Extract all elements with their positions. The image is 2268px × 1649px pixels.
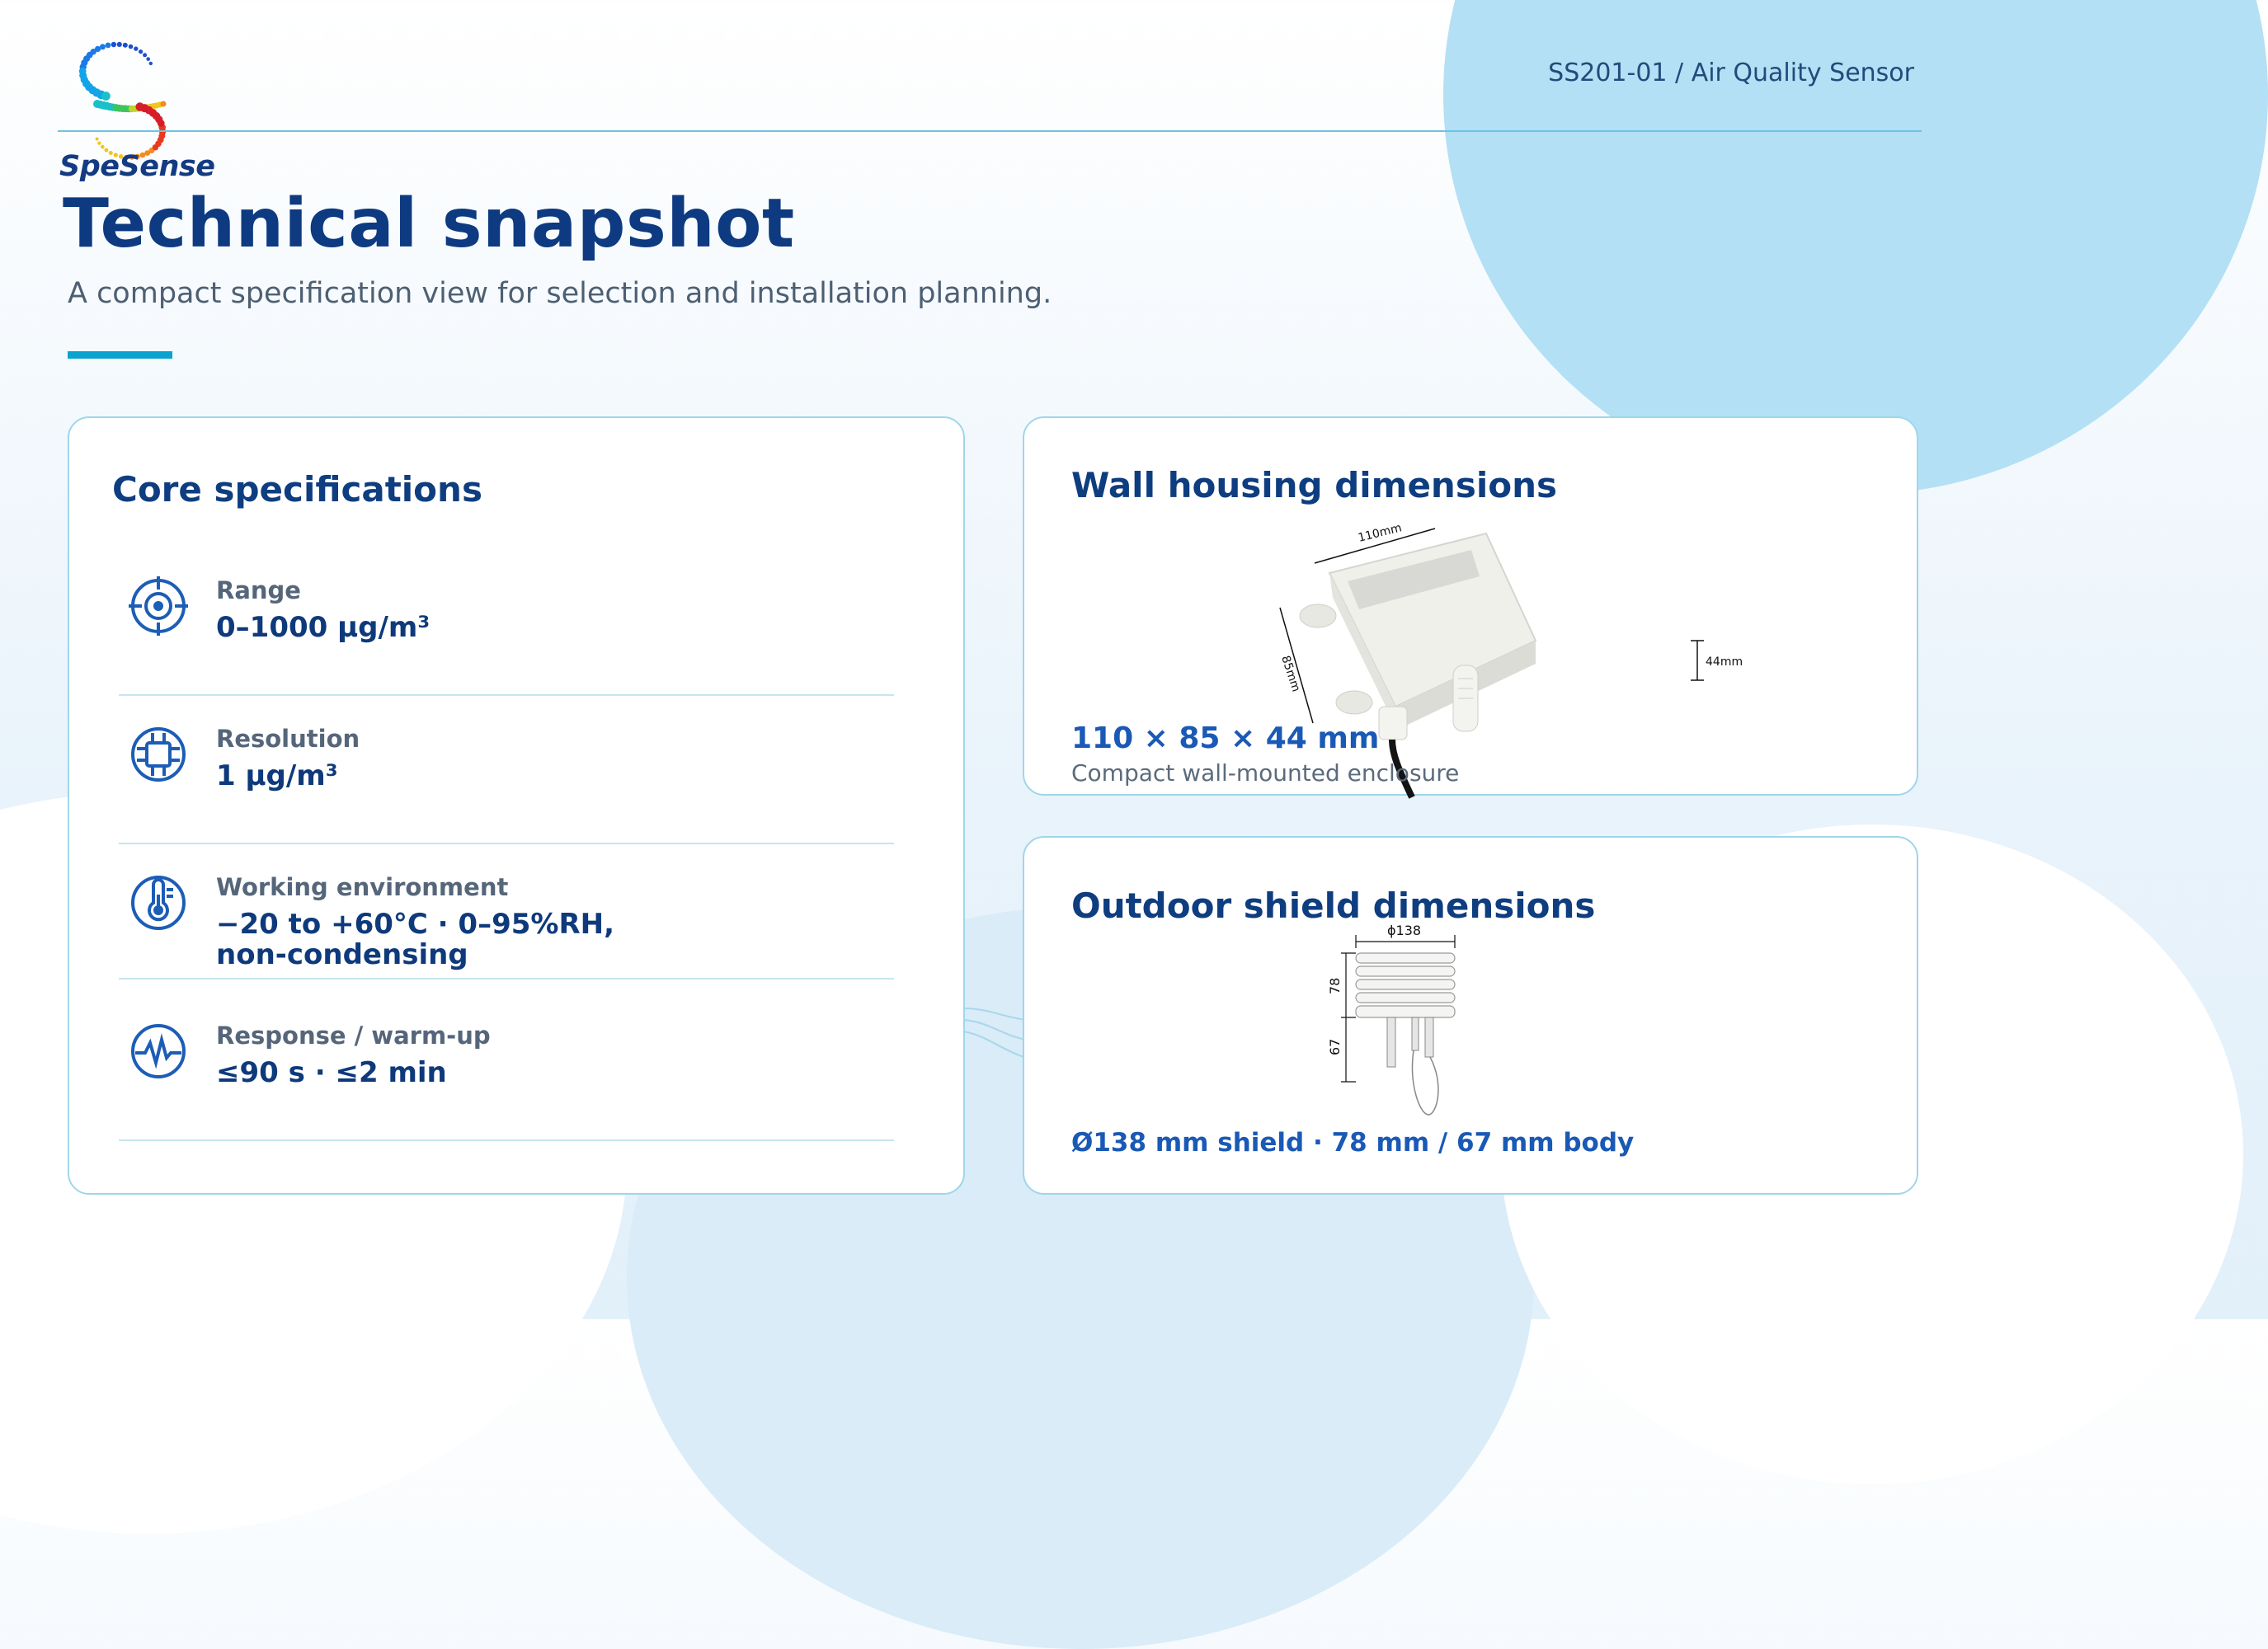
card-connector-lines: [963, 1002, 1026, 1059]
wall-housing-card: [1023, 416, 1918, 796]
outdoor-shield-title: Outdoor shield dimensions: [1071, 886, 1596, 926]
spec-divider: [119, 1139, 894, 1141]
dim-body-label: 67: [1327, 1038, 1343, 1055]
spec-divider: [119, 978, 894, 980]
spec-row-range: [119, 576, 894, 725]
wall-housing-title: Wall housing dimensions: [1071, 465, 1557, 505]
chip-icon: [129, 725, 188, 784]
spec-value-line1: −20 to +60°C · 0–95%RH,: [216, 908, 615, 941]
spec-value-response: ≤90 s · ≤2 min: [216, 1056, 447, 1089]
spec-row-working-environment: [119, 873, 894, 1022]
spec-value-range: 0–1000 µg/m³: [216, 611, 431, 644]
wall-dimensions-value: 110 × 85 × 44 mm: [1071, 721, 1380, 755]
brand-name: SpeSense: [59, 150, 215, 183]
dim-depth-label: 85mm: [1278, 654, 1303, 694]
outdoor-shield-image: [1329, 920, 1511, 1118]
spec-label-resolution: Resolution: [216, 725, 360, 753]
title-accent-bar: [68, 351, 172, 359]
dim-diameter-label: ϕ138: [1387, 923, 1422, 938]
page-title: Technical snapshot: [63, 185, 795, 263]
spec-divider: [119, 843, 894, 844]
dim-height-label: 44mm: [1706, 655, 1743, 669]
document-id: SS201-01 / Air Quality Sensor: [1548, 59, 1914, 87]
spec-value-line2: non-condensing: [216, 938, 468, 971]
spec-value-working-environment: [216, 909, 614, 970]
header-divider: [58, 130, 1922, 132]
page-subtitle: A compact specification view for selection and installation planning.: [68, 277, 1052, 310]
spec-row-resolution: [119, 725, 894, 873]
spec-label-working-environment: Working environment: [216, 873, 509, 901]
wall-dimensions-description: Compact wall-mounted enclosure: [1071, 759, 1460, 787]
dim-shield-label: 78: [1327, 977, 1343, 994]
shield-dimensions-caption: Ø138 mm shield · 78 mm / 67 mm body: [1071, 1128, 1635, 1158]
target-icon: [129, 576, 188, 636]
spec-row-response: [119, 1022, 894, 1170]
thermometer-icon: [129, 873, 188, 933]
spec-label-range: Range: [216, 576, 301, 604]
pulse-icon: [129, 1022, 188, 1081]
dim-width-label: 110mm: [1357, 521, 1404, 545]
spec-label-response: Response / warm-up: [216, 1022, 491, 1050]
core-specifications-card: [68, 416, 965, 1195]
spec-value-resolution: 1 µg/m³: [216, 759, 338, 792]
core-specifications-title: Core specifications: [112, 469, 482, 510]
wall-housing-image: [1255, 517, 1750, 797]
spec-divider: [119, 694, 894, 696]
outdoor-shield-card: [1023, 836, 1918, 1195]
